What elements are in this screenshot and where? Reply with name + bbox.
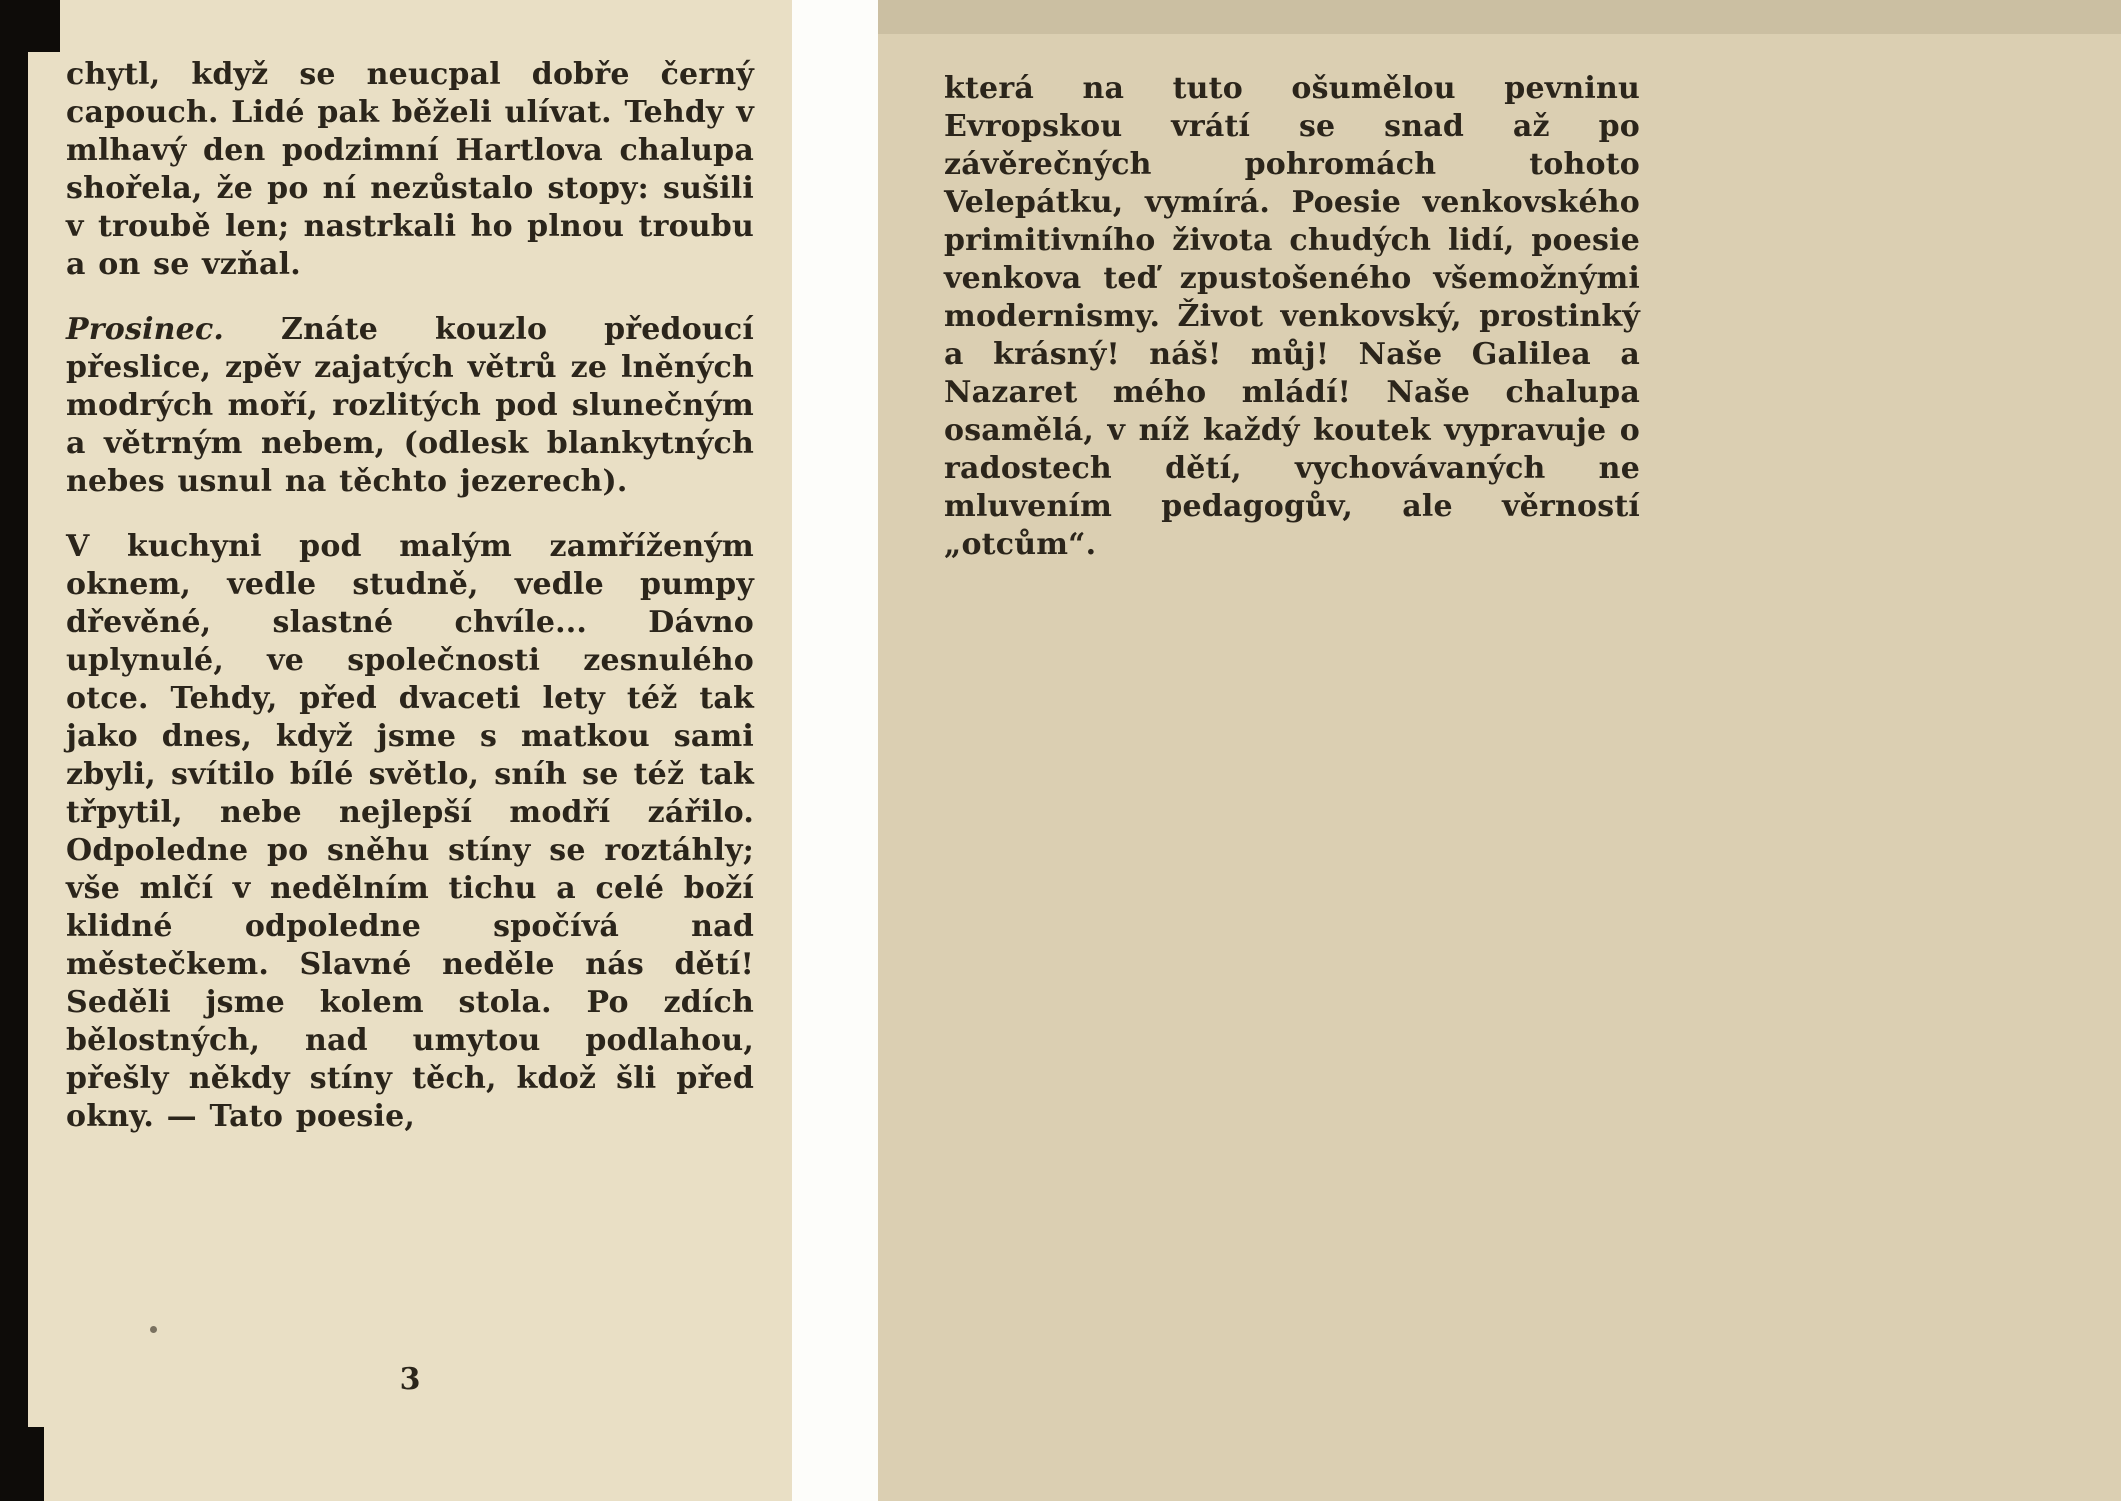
scan-shadow-band bbox=[878, 0, 2121, 34]
left-page-text-column bbox=[66, 56, 754, 1136]
paragraph-kitchen-memory: V kuchyni pod malým zamříženým oknem, vedle studně, vedle pumpy dřevěné, slastné chvíle... Dávno uplynulé, ve společnosti zesnulého otce. Tehdy, před dvaceti lety též tak jako dnes, když jsme s matkou sami zbyli, svítilo bílé světlo, sníh se též tak třpytil, nebe nejlepší modří zářilo. Odpoledne po sněhu stíny se roztáhly; vše mlčí v nedělním tichu a celé boží klidné odpoledne spočívá nad městečkem. Slavné neděle nás dětí! Seděli jsme kolem stola. Po zdích bělostných, nad umytou podlahou, přešly někdy stíny těch, kdož šli před okny. — Tato poesie, bbox=[66, 529, 754, 1134]
binding-edge-artifact bbox=[0, 0, 28, 1501]
page-number: 3 bbox=[399, 1362, 421, 1397]
print-speck-artifact bbox=[150, 1326, 157, 1333]
paragraph-continuation: která na tuto ošumělou pevninu Evropskou vrátí se snad až po závěrečných pohromách tohoto Velepátku, vymírá. Poesie venkovského primitivního života chudých lidí, poesie venkova teď zpustošeného všemožnými modernismy. Život venkovský, prostinký a krásný! náš! můj! Naše Galilea a Nazaret mého mládí! Naše chalupa osamělá, v níž každý koutek vypravuje o radostech dětí, vychovávaných ne mluvením pedagogův, ale věrností „otcům“. bbox=[944, 71, 1640, 562]
left-page bbox=[0, 0, 792, 1501]
paragraph-body-text: Znáte kouzlo předoucí přeslice, zpěv zajatých větrů ze lněných modrých moří, rozlitých pod slunečným a větrným nebem, (odlesk blankytných nebes usnul na těchto jezerech). bbox=[66, 312, 754, 499]
scan-corner-artifact-bottom bbox=[0, 1427, 44, 1501]
right-page-text-column bbox=[944, 70, 1640, 564]
paragraph-prosinec bbox=[66, 311, 754, 501]
paragraph-continuation: chytl, když se neucpal dobře černý capouch. Lidé pak běželi ulívat. Tehdy v mlhavý den podzimní Hartlova chalupa shořela, že po ní nezůstalo stopy: sušili v troubě len; nastrkali ho plnou troubu a on se vzňal. bbox=[66, 57, 754, 282]
scan-corner-artifact-top bbox=[0, 0, 60, 52]
paragraph-lead-italic: Prosinec. bbox=[66, 312, 225, 347]
right-page bbox=[878, 0, 2121, 1501]
